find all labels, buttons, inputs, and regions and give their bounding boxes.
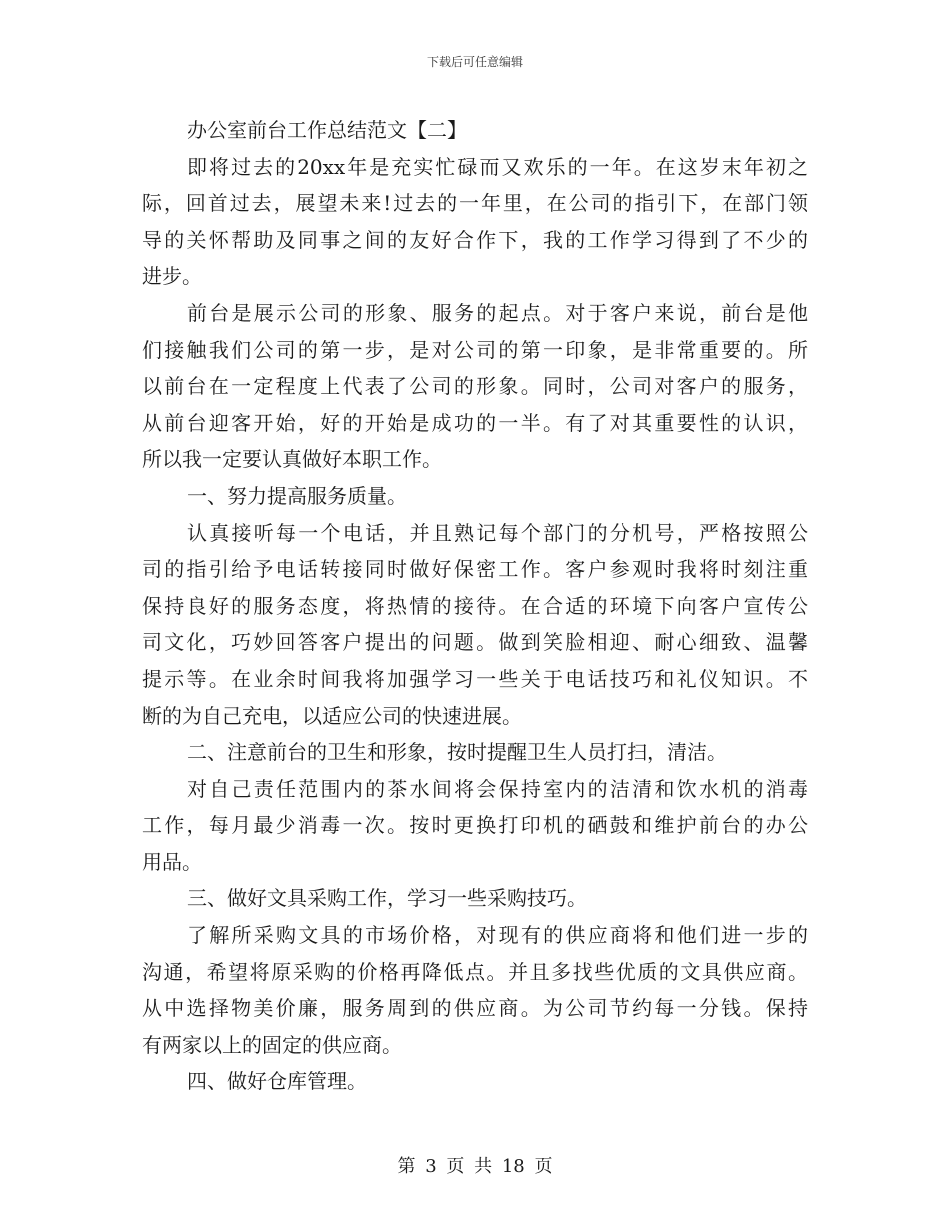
text-line: 们接触我们公司的第一步，是对公司的第一印象，是非常重要的。所: [142, 337, 808, 362]
text-line: 以前台在一定程度上代表了公司的形象。同时，公司对客户的服务，: [142, 374, 808, 399]
text-line: 司的指引给予电话转接同时做好保密工作。客户参观时我将时刻注重: [142, 557, 808, 582]
text-line: 从中选择物美价廉，服务周到的供应商。为公司节约每一分钱。保持: [142, 996, 808, 1021]
text-line: 工作，每月最少消毒一次。按时更换打印机的硒鼓和维护前台的办公: [142, 813, 808, 838]
header-note: 下载后可任意编辑: [426, 55, 523, 69]
text-line: 即将过去的20xx年是充实忙碌而又欢乐的一年。在这岁末年初之: [187, 154, 808, 179]
text-line: 沟通，希望将原采购的价格再降低点。并且多找些优质的文具供应商。: [142, 959, 808, 984]
document-title: 办公室前台工作总结范文【二】: [187, 118, 467, 142]
text-line: 了解所采购文具的市场价格，对现有的供应商将和他们进一步的: [187, 923, 808, 948]
section-heading: 四、做好仓库管理。: [187, 1069, 367, 1094]
text-line: 保持良好的服务态度，将热情的接待。在合适的环境下向客户宣传公: [142, 593, 808, 618]
text-line: 提示等。在业余时间我将加强学习一些关于电话技巧和礼仪知识。不: [142, 666, 808, 691]
section-heading: 三、做好文具采购工作，学习一些采购技巧。: [187, 886, 587, 911]
text-line: 司文化，巧妙回答客户提出的问题。做到笑脸相迎、耐心细致、温馨: [142, 630, 808, 655]
text-line: 际，回首过去，展望未来!过去的一年里，在公司的指引下，在部门领: [142, 191, 808, 216]
text-line: 对自己责任范围内的茶水间将会保持室内的洁清和饮水机的消毒: [187, 776, 808, 801]
text-line: 断的为自己充电，以适应公司的快速进展。: [142, 703, 522, 728]
text-line: 用品。: [142, 849, 202, 874]
text-line: 所以我一定要认真做好本职工作。: [142, 447, 442, 472]
section-heading: 一、努力提高服务质量。: [187, 483, 407, 508]
page-footer: 第 3 页 共 18 页: [397, 1156, 553, 1177]
document-body: [142, 112, 808, 1100]
text-line: 前台是展示公司的形象、服务的起点。对于客户来说，前台是他: [187, 300, 808, 325]
text-line: 进步。: [142, 264, 202, 289]
text-line: 有两家以上的固定的供应商。: [142, 1032, 402, 1057]
text-line: 导的关怀帮助及同事之间的友好合作下，我的工作学习得到了不少的: [142, 227, 808, 252]
text-line: 从前台迎客开始，好的开始是成功的一半。有了对其重要性的认识，: [142, 410, 808, 435]
text-line: 认真接听每一个电话，并且熟记每个部门的分机号，严格按照公: [187, 520, 808, 545]
section-heading: 二、注意前台的卫生和形象，按时提醒卫生人员打扫，清洁。: [187, 740, 727, 765]
